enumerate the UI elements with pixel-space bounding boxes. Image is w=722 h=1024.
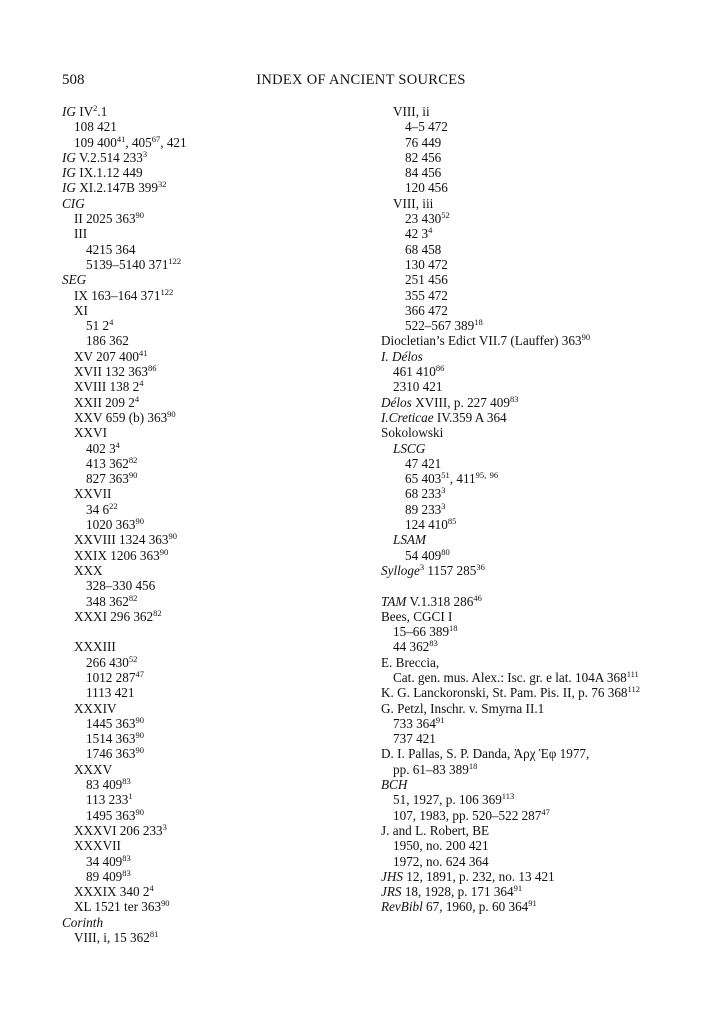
index-entry: Diocletian’s Edict VII.7 (Lauffer) $363^{90}$ <box>381 332 591 349</box>
index-entry: D. I. Pallas, S. P. Danda, Ἀρχ Ἐφ 1977, <box>381 746 590 762</box>
index-entry: E. Breccia, <box>381 654 440 670</box>
index-entry: K. G. Lanckoronski, St. Pam. Pis. II, p. 76 $368^{112}$ <box>381 684 640 701</box>
index-entry: XV 207 $400^{41}$ <box>74 347 148 364</box>
index-entry: BCH <box>381 777 408 793</box>
index-entry: 328–330 456 <box>86 578 156 594</box>
index-entry: XVIII 138 $2^4$ <box>74 378 144 395</box>
index-entry: 83 $409^{83}$ <box>86 776 131 793</box>
index-entry: RevBibl 67, 1960, p. 60 $364^{91}$ <box>381 898 537 915</box>
index-spacer <box>381 578 671 593</box>
index-entry: 68 $233^3$ <box>405 485 446 502</box>
index-entry: 15–66 $389^{18}$ <box>393 623 458 640</box>
index-entry: 44 $362^{83}$ <box>393 638 438 655</box>
index-entry: 1514 $363^{90}$ <box>86 730 144 747</box>
index-entry: IG XI.2.147B $399^{32}$ <box>62 179 167 196</box>
index-entry: SEG <box>62 272 87 288</box>
index-entry: XXVIII 1324 $363^{90}$ <box>74 531 177 548</box>
index-entry: XI <box>74 302 88 318</box>
index-entry: 461 $410^{86}$ <box>393 363 445 380</box>
index-entry: 522–567 $389^{18}$ <box>405 317 483 334</box>
index-entry: Corinth <box>62 914 104 930</box>
index-entry: 51 $2^4$ <box>86 317 114 334</box>
index-entry: XXXIX 340 $2^4$ <box>74 883 154 900</box>
index-entry: 23 $430^{52}$ <box>405 210 450 227</box>
index-entry: XXVII <box>74 486 112 502</box>
index-entry: XL 1521 ter $363^{90}$ <box>74 898 170 915</box>
index-entry: 124 $410^{85}$ <box>405 516 457 533</box>
index-entry: 402 $3^4$ <box>86 439 120 456</box>
index-column-left <box>62 104 362 945</box>
index-entry: 266 $430^{52}$ <box>86 653 138 670</box>
index-entry: XXV 659 (b) $363^{90}$ <box>74 408 176 425</box>
index-entry: VIII, iii <box>393 195 434 211</box>
index-entry: 84 456 <box>405 165 442 181</box>
index-entry: Sylloge$^3$ 1157 $285^{36}$ <box>381 561 485 578</box>
index-entry: 413 $362^{82}$ <box>86 454 138 471</box>
index-entry: 1972, no. 624 364 <box>393 853 489 869</box>
index-entry: LSAM <box>393 532 426 548</box>
index-entry: IG $IV^2.1$ <box>62 103 108 119</box>
index-entry: 186 362 <box>86 333 129 349</box>
index-entry: 82 456 <box>405 149 442 165</box>
index-entry: 1445 $363^{90}$ <box>86 714 144 731</box>
index-entry: J. and L. Robert, BE <box>381 822 490 838</box>
page-number: 508 <box>62 72 85 88</box>
page-header <box>62 72 660 94</box>
index-entry: Bees, CGCI I <box>381 608 453 624</box>
index-entry: 4215 364 <box>86 241 136 257</box>
index-entry: 251 456 <box>405 272 448 288</box>
index-entry: 4–5 472 <box>405 119 448 135</box>
index-entry: 1746 $363^{90}$ <box>86 745 144 762</box>
index-entry: 130 472 <box>405 256 448 272</box>
index-entry: XXIX 1206 $363^{90}$ <box>74 546 169 563</box>
index-entry: 54 $409^{80}$ <box>405 546 450 563</box>
index-entry: 89 $233^3$ <box>405 500 446 517</box>
index-entry: CIG <box>62 195 85 211</box>
index-entry: 68 458 <box>405 241 442 257</box>
index-entry: XXII 209 $2^4$ <box>74 393 140 410</box>
index-entry: 113 $233^1$ <box>86 791 133 808</box>
index-entry: 51, 1927, p. 106 $369^{113}$ <box>393 791 515 808</box>
index-entry: 1950, no. 200 421 <box>393 838 489 854</box>
index-entry: 348 $362^{82}$ <box>86 592 138 609</box>
index-entry: Sokolowski <box>381 425 444 441</box>
index-entry: III <box>74 226 88 242</box>
index-entry: XXXV <box>74 761 113 777</box>
index-entry: 42 $3^4$ <box>405 225 433 242</box>
index-entry: G. Petzl, Inschr. v. Smyrna II.1 <box>381 700 545 716</box>
index-entry: 76 449 <box>405 134 442 150</box>
index-entry: 89 $409^{83}$ <box>86 867 131 884</box>
index-entry: Cat. gen. mus. Alex.: Isc. gr. e lat. 104A $368^{111}$ <box>393 668 639 685</box>
running-title: INDEX OF ANCIENT SOURCES <box>256 72 466 88</box>
index-entry: 107, 1983, pp. 520–522 $287^{47}$ <box>393 806 550 823</box>
index-entry: IX 163–164 $371^{122}$ <box>74 286 174 303</box>
index-entry: XVII 132 $363^{86}$ <box>74 363 157 380</box>
index-entry: VIII, i, 15 $362^{81}$ <box>74 929 159 946</box>
index-entry: I. Délos <box>381 348 423 364</box>
index-entry: XXXI 296 $362^{82}$ <box>74 607 162 624</box>
index-entry: XXXVII <box>74 838 121 854</box>
index-spacer <box>62 624 362 639</box>
index-entry: pp. 61–83 $389^{18}$ <box>393 760 478 777</box>
index-entry: IG IX.1.12 449 <box>62 165 143 181</box>
index-entry: 5139–5140 $371^{122}$ <box>86 255 182 272</box>
index-entry: 65 $403^{51}$, $411^{95,}$ $^{96}$ <box>405 470 499 487</box>
index-entry: 120 456 <box>405 180 448 196</box>
index-entry: XXXIII <box>74 639 116 655</box>
index-entry: XXXVI 206 $233^3$ <box>74 821 167 838</box>
index-entry: 109 $400^{41}$, $405^{67}$, 421 <box>74 133 187 150</box>
index-entry: I.Creticae IV.359 A 364 <box>381 409 507 425</box>
index-entry: XXVI <box>74 425 107 441</box>
index-entry: 108 421 <box>74 119 117 135</box>
index-entry: JRS 18, 1928, p. 171 $364^{91}$ <box>381 883 523 900</box>
index-entry: 2310 421 <box>393 379 443 395</box>
index-entry: XXX <box>74 562 103 578</box>
index-entry: 1495 $363^{90}$ <box>86 806 144 823</box>
index-entry: 34 $6^{22}$ <box>86 500 118 517</box>
index-entry: TAM V.1.318 $286^{46}$ <box>381 592 482 609</box>
index-entry: IG V.2.514 $233^3$ <box>62 148 148 165</box>
index-entry: 827 $363^{90}$ <box>86 470 138 487</box>
index-entry: 737 421 <box>393 731 436 747</box>
index-entry: 47 421 <box>405 455 442 471</box>
index-entry: II 2025 $363^{90}$ <box>74 210 145 227</box>
index-entry: Délos XVIII, p. 227 $409^{83}$ <box>381 393 519 410</box>
index-entry: 1020 $363^{90}$ <box>86 516 144 533</box>
index-entry: LSCG <box>393 440 426 456</box>
index-entry: 355 472 <box>405 287 448 303</box>
index-entry: XXXIV <box>74 700 117 716</box>
index-entry: VIII, ii <box>393 104 430 119</box>
index-entry: JHS 12, 1891, p. 232, no. 13 421 <box>381 868 555 884</box>
index-entry: 733 $364^{91}$ <box>393 714 445 731</box>
index-entry: 34 $409^{83}$ <box>86 852 131 869</box>
index-column-right <box>381 104 671 915</box>
index-entry: 1113 421 <box>86 685 135 701</box>
index-entry: 1012 $287^{47}$ <box>86 668 144 685</box>
index-entry: 366 472 <box>405 302 448 318</box>
